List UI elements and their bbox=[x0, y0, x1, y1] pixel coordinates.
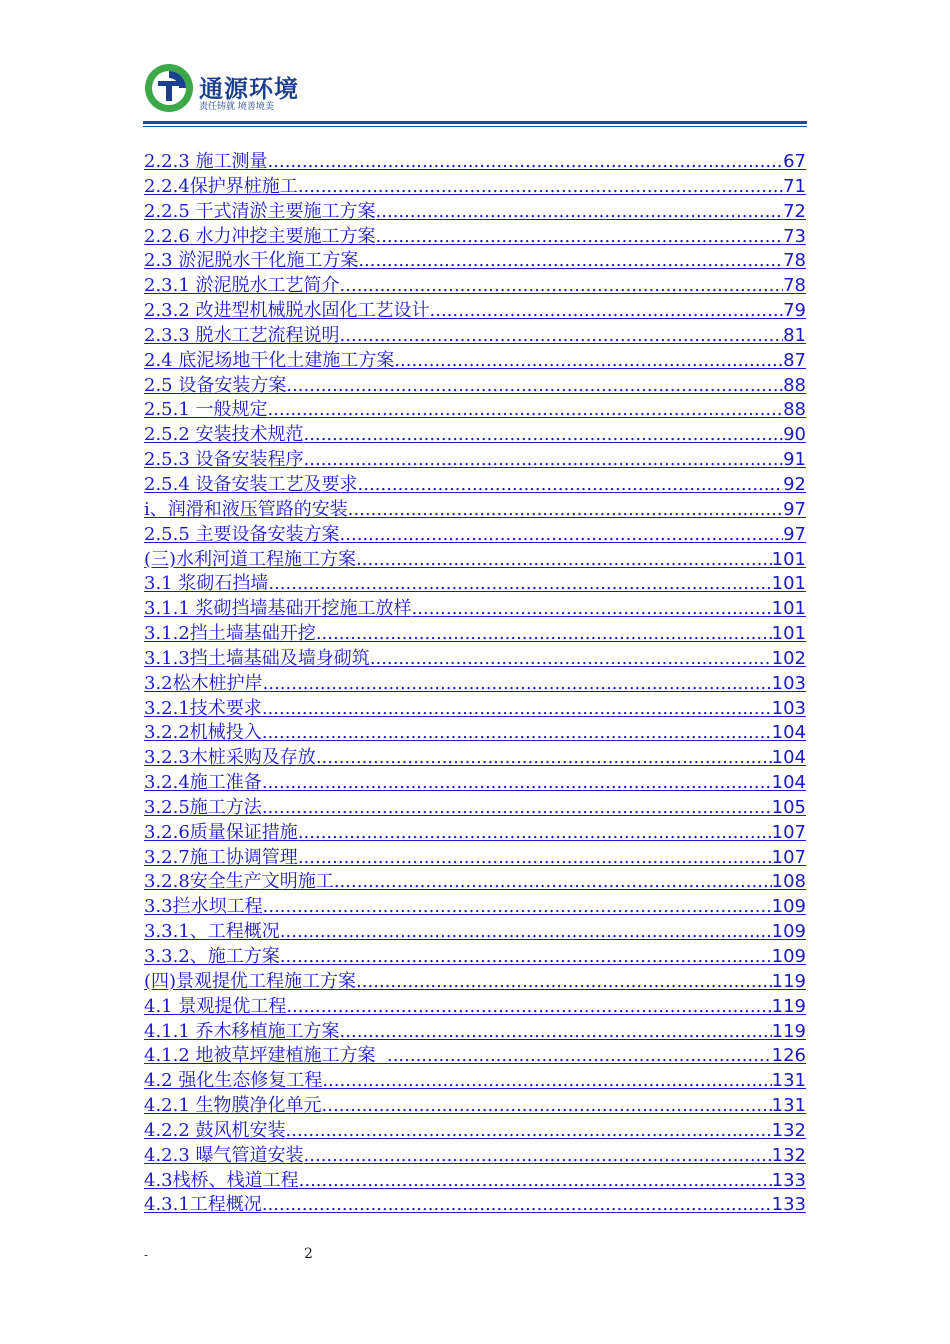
toc-entry-page: 104 bbox=[771, 772, 806, 794]
toc-entry-page: 101 bbox=[771, 598, 806, 620]
toc-dot-leader bbox=[358, 249, 783, 274]
toc-entry[interactable] bbox=[144, 846, 806, 871]
toc-entry[interactable] bbox=[144, 299, 806, 324]
toc-entry-title: 2.2.4保护界桩施工 bbox=[144, 175, 298, 197]
toc-entry[interactable] bbox=[144, 249, 806, 274]
toc-entry-page: 79 bbox=[783, 300, 806, 322]
toc-entry-page: 71 bbox=[783, 175, 806, 197]
toc-entry[interactable] bbox=[144, 473, 806, 498]
toc-entry[interactable] bbox=[144, 622, 806, 647]
toc-entry[interactable] bbox=[144, 895, 806, 920]
brand-slogan: 责任铸就 境善境美 bbox=[199, 102, 274, 112]
toc-entry-title: 2.2.3 施工测量 bbox=[144, 151, 268, 172]
toc-dot-leader bbox=[412, 597, 772, 622]
toc-dot-leader bbox=[316, 622, 772, 647]
toc-entry-title: (三)水利河道工程施工方案 bbox=[144, 548, 357, 570]
toc-entry-title: 3.2.2机械投入 bbox=[144, 722, 262, 744]
page-number: 2 bbox=[304, 1246, 313, 1262]
toc-entry[interactable] bbox=[144, 746, 806, 771]
toc-dot-leader bbox=[262, 721, 772, 746]
toc-dot-leader bbox=[322, 1069, 771, 1094]
toc-entry[interactable] bbox=[144, 498, 806, 523]
toc-dot-leader bbox=[262, 697, 772, 722]
toc-entry-title: 3.2.4施工准备 bbox=[144, 772, 262, 794]
toc-dot-leader bbox=[304, 1144, 772, 1169]
toc-entry-title: 2.3.2 改进型机械脱水固化工艺设计 bbox=[144, 300, 430, 322]
page-header bbox=[143, 62, 807, 128]
toc-entry-title: 2.5.5 主要设备安装方案 bbox=[144, 523, 340, 545]
toc-entry[interactable] bbox=[144, 1119, 806, 1144]
toc-entry-page: 109 bbox=[771, 921, 806, 943]
toc-dot-leader bbox=[340, 324, 784, 349]
toc-entry-title: 3.1 浆砌石挡墙 bbox=[144, 573, 269, 595]
toc-dot-leader bbox=[280, 945, 772, 970]
toc-entry-title: 3.1.1 浆砌挡墙基础开挖施工放样 bbox=[144, 598, 412, 620]
toc-entry-page: 72 bbox=[783, 200, 806, 222]
toc-dot-leader bbox=[299, 1169, 772, 1194]
footer-dash: - bbox=[144, 1248, 149, 1262]
toc-dot-leader bbox=[263, 895, 772, 920]
toc-dot-leader bbox=[394, 349, 783, 374]
toc-dot-leader bbox=[376, 225, 784, 250]
toc-entry-title: 3.3.1、工程概况 bbox=[144, 921, 280, 943]
brand-name: 通源环境 bbox=[199, 75, 299, 103]
toc-dot-leader bbox=[334, 870, 772, 895]
toc-entry[interactable] bbox=[144, 697, 806, 722]
toc-entry-page: 88 bbox=[783, 399, 806, 421]
toc-entry-title: 3.2.6质量保证措施 bbox=[144, 821, 298, 843]
toc-entry[interactable] bbox=[144, 349, 806, 374]
toc-entry-page: 119 bbox=[771, 995, 806, 1017]
toc-entry-page: 109 bbox=[771, 896, 806, 918]
toc-entry-page: 126 bbox=[771, 1045, 806, 1067]
toc-entry-page: 67 bbox=[783, 151, 806, 172]
toc-entry-page: 104 bbox=[771, 722, 806, 744]
toc-entry-page: 101 bbox=[771, 548, 806, 570]
toc-entry[interactable] bbox=[144, 920, 806, 945]
toc-dot-leader bbox=[376, 200, 784, 225]
toc-dot-leader bbox=[298, 846, 772, 871]
toc-entry[interactable] bbox=[144, 870, 806, 895]
toc-entry-title: (四)景观提优工程施工方案 bbox=[144, 970, 357, 992]
toc-dot-leader bbox=[268, 150, 784, 175]
toc-dot-leader bbox=[262, 1193, 772, 1218]
toc-entry-page: 132 bbox=[771, 1144, 806, 1166]
toc-entry[interactable] bbox=[144, 200, 806, 225]
toc-dot-leader bbox=[430, 299, 784, 324]
toc-entry-title: 2.3.1 淤泥脱水工艺简介 bbox=[144, 275, 340, 297]
toc-entry[interactable] bbox=[144, 771, 806, 796]
header-rule-thin bbox=[143, 126, 807, 127]
toc-entry-page: 78 bbox=[783, 275, 806, 297]
toc-entry-title: 4.1.2 地被草坪建植施工方案 bbox=[144, 1045, 387, 1067]
toc-dot-leader bbox=[298, 821, 772, 846]
toc-entry-page: 103 bbox=[771, 697, 806, 719]
toc-dot-leader bbox=[263, 672, 772, 697]
toc-entry[interactable] bbox=[144, 1193, 806, 1218]
toc-entry-page: 101 bbox=[771, 573, 806, 595]
toc-entry[interactable] bbox=[144, 821, 806, 846]
toc-entry[interactable] bbox=[144, 945, 806, 970]
toc-entry-page: 131 bbox=[771, 1095, 806, 1117]
toc-dot-leader bbox=[370, 647, 772, 672]
toc-dot-leader bbox=[304, 423, 784, 448]
toc-entry-title: 3.2松木桩护岸 bbox=[144, 672, 263, 694]
toc-dot-leader bbox=[280, 920, 772, 945]
table-of-contents bbox=[144, 150, 806, 1218]
toc-entry[interactable] bbox=[144, 1020, 806, 1045]
toc-dot-leader bbox=[340, 523, 784, 548]
toc-entry[interactable] bbox=[144, 721, 806, 746]
toc-dot-leader bbox=[304, 448, 784, 473]
toc-entry[interactable] bbox=[144, 324, 806, 349]
toc-entry-page: 88 bbox=[783, 374, 806, 396]
toc-entry-title: 2.2.6 水力冲挖主要施工方案 bbox=[144, 225, 376, 247]
toc-dot-leader bbox=[340, 1020, 772, 1045]
toc-entry[interactable] bbox=[144, 1169, 806, 1194]
toc-entry-page: 90 bbox=[783, 424, 806, 446]
toc-dot-leader bbox=[286, 374, 783, 399]
toc-entry-title: 3.1.3挡土墙基础及墙身砌筑 bbox=[144, 647, 370, 669]
toc-entry-page: 92 bbox=[783, 473, 806, 495]
toc-dot-leader bbox=[348, 498, 783, 523]
toc-entry-page: 119 bbox=[771, 1020, 806, 1042]
toc-entry[interactable] bbox=[144, 995, 806, 1020]
toc-entry-title: 2.3.3 脱水工艺流程说明 bbox=[144, 324, 340, 346]
toc-entry-page: 102 bbox=[771, 647, 806, 669]
toc-entry-title: i、润滑和液压管路的安装 bbox=[144, 498, 348, 520]
toc-entry-title: 3.2.7施工协调管理 bbox=[144, 846, 298, 868]
toc-dot-leader bbox=[286, 995, 771, 1020]
toc-entry[interactable] bbox=[144, 374, 806, 399]
toc-entry-page: 133 bbox=[771, 1194, 806, 1216]
toc-entry-title: 3.3拦水坝工程 bbox=[144, 896, 263, 918]
toc-entry-page: 78 bbox=[783, 250, 806, 272]
toc-entry-title: 4.3栈桥、栈道工程 bbox=[144, 1169, 299, 1191]
toc-dot-leader bbox=[340, 274, 784, 299]
toc-entry-page: 73 bbox=[783, 225, 806, 247]
toc-entry-title: 2.3 淤泥脱水干化施工方案 bbox=[144, 250, 359, 272]
toc-entry-page: 87 bbox=[783, 349, 806, 371]
toc-entry-title: 2.5.2 安装技术规范 bbox=[144, 424, 304, 446]
toc-entry-title: 3.1.2挡土墙基础开挖 bbox=[144, 623, 316, 645]
toc-entry-page: 91 bbox=[783, 449, 806, 471]
toc-entry[interactable] bbox=[144, 647, 806, 672]
toc-entry[interactable] bbox=[144, 1094, 806, 1119]
toc-entry-title: 2.5.4 设备安装工艺及要求 bbox=[144, 473, 358, 495]
toc-entry-page: 109 bbox=[771, 946, 806, 967]
toc-entry-title: 2.5.3 设备安装程序 bbox=[144, 449, 304, 471]
toc-entry-page: 104 bbox=[771, 747, 806, 769]
toc-dot-leader bbox=[262, 771, 772, 796]
toc-entry-page: 97 bbox=[783, 498, 806, 520]
toc-entry[interactable] bbox=[144, 1144, 806, 1169]
toc-entry[interactable] bbox=[144, 523, 806, 548]
toc-entry[interactable] bbox=[144, 150, 806, 175]
toc-entry-page: 97 bbox=[783, 523, 806, 545]
toc-entry-title: 3.2.1技术要求 bbox=[144, 697, 262, 719]
toc-entry-title: 4.2.3 曝气管道安装 bbox=[144, 1144, 304, 1166]
toc-entry-title: 3.2.3木桩采购及存放 bbox=[144, 747, 316, 769]
toc-entry-title: 3.3.2、施工方案 bbox=[144, 946, 280, 967]
toc-dot-leader bbox=[316, 746, 772, 771]
toc-entry[interactable] bbox=[144, 225, 806, 250]
toc-entry[interactable] bbox=[144, 672, 806, 697]
toc-entry-title: 4.1.1 乔木移植施工方案 bbox=[144, 1020, 340, 1042]
toc-entry-title: 4.3.1工程概况 bbox=[144, 1194, 262, 1216]
toc-entry-page: 131 bbox=[771, 1070, 806, 1092]
toc-entry[interactable] bbox=[144, 796, 806, 821]
toc-entry-title: 4.1 景观提优工程 bbox=[144, 995, 287, 1017]
toc-entry[interactable] bbox=[144, 1044, 806, 1069]
toc-entry-page: 108 bbox=[771, 871, 806, 893]
toc-entry-title: 3.2.5施工方法 bbox=[144, 796, 262, 818]
toc-dot-leader bbox=[358, 473, 784, 498]
tongyuan-logo-icon bbox=[143, 62, 195, 114]
toc-entry-title: 2.4 底泥场地干化土建施工方案 bbox=[144, 349, 395, 371]
toc-dot-leader bbox=[298, 175, 783, 200]
toc-entry-page: 133 bbox=[771, 1169, 806, 1191]
toc-entry-page: 107 bbox=[771, 846, 806, 868]
toc-entry-page: 132 bbox=[771, 1119, 806, 1141]
toc-entry[interactable] bbox=[144, 274, 806, 299]
toc-dot-leader bbox=[268, 572, 771, 597]
toc-entry[interactable] bbox=[144, 423, 806, 448]
toc-entry-page: 107 bbox=[771, 821, 806, 843]
toc-dot-leader bbox=[268, 398, 784, 423]
toc-entry-title: 4.2.1 生物膜净化单元 bbox=[144, 1095, 322, 1117]
toc-dot-leader bbox=[322, 1094, 772, 1119]
toc-entry-title: 3.2.8安全生产文明施工 bbox=[144, 871, 334, 893]
toc-dot-leader bbox=[356, 548, 772, 573]
header-rule-thick bbox=[143, 121, 807, 124]
toc-entry-page: 101 bbox=[771, 623, 806, 645]
toc-entry-title: 2.5 设备安装方案 bbox=[144, 374, 287, 396]
toc-dot-leader bbox=[356, 970, 772, 995]
toc-entry[interactable] bbox=[144, 597, 806, 622]
toc-entry-title: 2.5.1 一般规定 bbox=[144, 399, 268, 421]
toc-entry[interactable] bbox=[144, 448, 806, 473]
toc-entry-page: 81 bbox=[783, 324, 806, 346]
toc-entry-page: 105 bbox=[771, 796, 806, 818]
toc-entry-title: 2.2.5 干式清淤主要施工方案 bbox=[144, 200, 376, 222]
toc-dot-leader bbox=[286, 1119, 772, 1144]
toc-dot-leader bbox=[387, 1044, 772, 1069]
toc-entry-page: 119 bbox=[771, 970, 806, 992]
toc-dot-leader bbox=[262, 796, 772, 821]
toc-entry[interactable] bbox=[144, 970, 806, 995]
toc-entry[interactable] bbox=[144, 175, 806, 200]
toc-entry-page: 103 bbox=[771, 672, 806, 694]
toc-entry[interactable] bbox=[144, 572, 806, 597]
toc-entry-title: 4.2.2 鼓风机安装 bbox=[144, 1119, 286, 1141]
toc-entry[interactable] bbox=[144, 398, 806, 423]
toc-entry[interactable] bbox=[144, 1069, 806, 1094]
toc-entry-title: 4.2 强化生态修复工程 bbox=[144, 1070, 323, 1092]
toc-entry[interactable] bbox=[144, 548, 806, 573]
